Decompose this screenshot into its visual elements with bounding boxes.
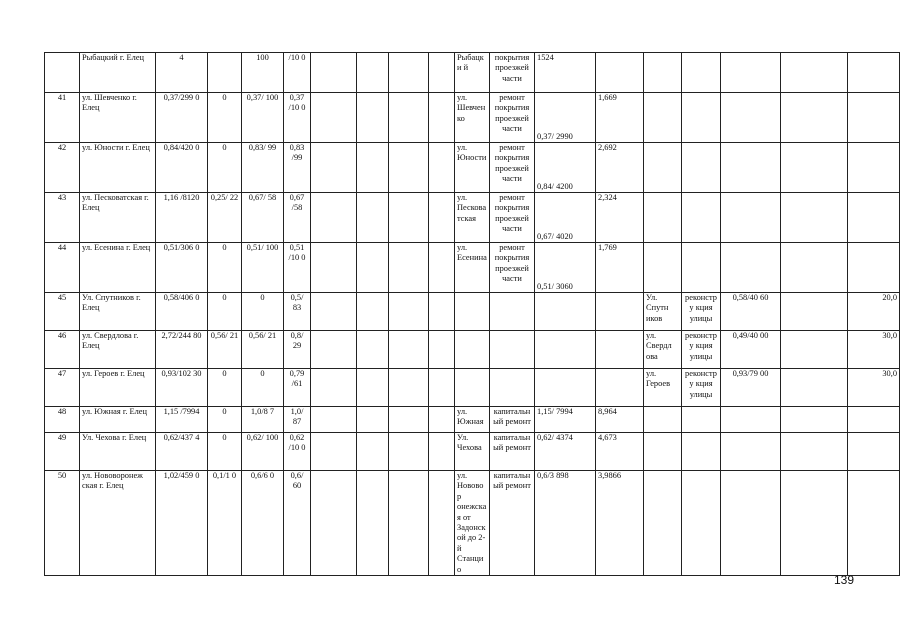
empty-cell [311,433,357,471]
empty-cell [389,93,429,143]
empty-cell [311,143,357,193]
reconstruction-cost [848,53,900,93]
work-cost: 4,673 [596,433,644,471]
empty-cell [357,93,389,143]
length-area: 0,84/420 0 [156,143,208,193]
street-name: ул. Песковатская г. Елец [80,193,156,243]
object-name: Рыбацки й [455,53,490,93]
value-cell: 0,51 /10 0 [284,243,311,293]
street-name: Ул. Спутников г. Елец [80,293,156,331]
value-cell: 0 [208,93,242,143]
street-name: ул. Героев г. Елец [80,369,156,407]
table-row [45,143,900,193]
reconstruction-street: ул. Свердл ова [644,331,682,369]
value-cell: 0 [208,369,242,407]
table-row [45,369,900,407]
object-name: ул. Южная [455,407,490,433]
reconstruction-volume [721,93,781,143]
empty-cell [389,53,429,93]
value-cell: 0,56/ 21 [242,331,284,369]
table-row [45,53,900,93]
object-name: ул. Есенина [455,243,490,293]
reconstruction-type [682,93,721,143]
work-volume: 0,37/ 2990 [535,93,596,143]
empty-cell [781,369,848,407]
empty-cell [357,433,389,471]
empty-cell [781,243,848,293]
reconstruction-cost: 30,0 [848,369,900,407]
reconstruction-cost: 30,0 [848,331,900,369]
reconstruction-volume: 0,58/40 60 [721,293,781,331]
empty-cell [429,53,455,93]
reconstruction-street: Ул. Спутн иков [644,293,682,331]
row-number: 47 [45,369,80,407]
row-number: 42 [45,143,80,193]
object-name: ул. Пескова тская [455,193,490,243]
value-cell: 0 [242,293,284,331]
value-cell: 1,0/ 87 [284,407,311,433]
table-row [45,93,900,143]
work-volume: 0,84/ 4200 [535,143,596,193]
street-name: ул. Юности г. Елец [80,143,156,193]
row-number: 48 [45,407,80,433]
value-cell: 0 [208,407,242,433]
work-type: капитальн ый ремонт [490,407,535,433]
empty-cell [429,369,455,407]
reconstruction-volume [721,407,781,433]
work-type: ремонт покрытия проезжей части [490,143,535,193]
reconstruction-type [682,471,721,576]
work-volume [535,331,596,369]
page-number: 139 [834,573,855,587]
value-cell: 0,67 /58 [284,193,311,243]
empty-cell [311,193,357,243]
reconstruction-volume [721,243,781,293]
street-name: ул. Свердлова г. Елец [80,331,156,369]
reconstruction-volume [721,433,781,471]
value-cell: 0,25/ 22 [208,193,242,243]
empty-cell [781,143,848,193]
reconstruction-type [682,53,721,93]
reconstruction-cost [848,143,900,193]
object-name: ул. Юности [455,143,490,193]
length-area: 0,93/102 30 [156,369,208,407]
length-area: 1,02/459 0 [156,471,208,576]
work-volume: 1,15/ 7994 [535,407,596,433]
reconstruction-street [644,471,682,576]
length-area: 1,16 /8120 [156,193,208,243]
empty-cell [389,293,429,331]
value-cell: /10 0 [284,53,311,93]
reconstruction-street [644,143,682,193]
value-cell: 0 [208,243,242,293]
value-cell: 0,37 /10 0 [284,93,311,143]
table-row [45,331,900,369]
empty-cell [429,331,455,369]
length-area: 2,72/244 80 [156,331,208,369]
street-name: Ул. Чехова г. Елец [80,433,156,471]
street-name: ул. Есенина г. Елец [80,243,156,293]
value-cell: 0,83/ 99 [242,143,284,193]
empty-cell [357,143,389,193]
empty-cell [357,407,389,433]
reconstruction-volume [721,471,781,576]
length-area: 0,58/406 0 [156,293,208,331]
table-row [45,293,900,331]
table-row [45,243,900,293]
empty-cell [389,143,429,193]
reconstruction-type [682,243,721,293]
empty-cell [781,433,848,471]
empty-cell [429,471,455,576]
object-name: ул. Новово р онежска я от Задонск ой до 2- й Станцио [455,471,490,576]
value-cell: 0 [208,143,242,193]
reconstruction-cost [848,243,900,293]
empty-cell [311,53,357,93]
reconstruction-cost [848,193,900,243]
length-area: 0,51/306 0 [156,243,208,293]
work-type: капитальн ый ремонт [490,433,535,471]
road-works-table [44,52,900,576]
reconstruction-volume [721,143,781,193]
reconstruction-street: ул. Героев [644,369,682,407]
work-type [490,293,535,331]
empty-cell [781,93,848,143]
object-name: Ул. Чехова [455,433,490,471]
value-cell: 0,79 /61 [284,369,311,407]
empty-cell [357,193,389,243]
reconstruction-volume: 0,49/40 00 [721,331,781,369]
object-name [455,369,490,407]
work-volume: 0,62/ 4374 [535,433,596,471]
reconstruction-street [644,433,682,471]
work-cost: 1,669 [596,93,644,143]
length-area: 4 [156,53,208,93]
empty-cell [781,471,848,576]
reconstruction-street [644,407,682,433]
object-name [455,293,490,331]
value-cell: 0 [208,293,242,331]
reconstruction-volume: 0,93/79 00 [721,369,781,407]
work-type [490,369,535,407]
value-cell: 0,51/ 100 [242,243,284,293]
value-cell: 0,56/ 21 [208,331,242,369]
empty-cell [389,471,429,576]
empty-cell [311,407,357,433]
empty-cell [781,53,848,93]
empty-cell [429,93,455,143]
work-volume: 0,6/3 898 [535,471,596,576]
object-name [455,331,490,369]
value-cell: 0,62 /10 0 [284,433,311,471]
empty-cell [311,243,357,293]
empty-cell [357,293,389,331]
length-area: 0,37/299 0 [156,93,208,143]
work-cost [596,293,644,331]
reconstruction-type [682,193,721,243]
reconstruction-cost [848,433,900,471]
empty-cell [357,331,389,369]
object-name: ул. Шевчен ко [455,93,490,143]
empty-cell [429,243,455,293]
row-number: 43 [45,193,80,243]
table-row [45,433,900,471]
row-number: 44 [45,243,80,293]
reconstruction-cost: 20,0 [848,293,900,331]
reconstruction-type: реконстру кция улицы [682,293,721,331]
empty-cell [429,293,455,331]
work-cost: 2,692 [596,143,644,193]
value-cell [208,53,242,93]
empty-cell [357,369,389,407]
work-volume: 1524 [535,53,596,93]
table-row [45,407,900,433]
street-name: Рыбацкий г. Елец [80,53,156,93]
value-cell: 0,83 /99 [284,143,311,193]
empty-cell [781,407,848,433]
reconstruction-street [644,53,682,93]
work-volume [535,369,596,407]
reconstruction-street [644,93,682,143]
empty-cell [389,369,429,407]
reconstruction-volume [721,53,781,93]
value-cell: 0 [208,433,242,471]
work-cost [596,369,644,407]
value-cell: 1,0/8 7 [242,407,284,433]
row-number: 49 [45,433,80,471]
work-type [490,331,535,369]
street-name: ул. Южная г. Елец [80,407,156,433]
empty-cell [389,407,429,433]
row-number: 41 [45,93,80,143]
value-cell: 0,6/6 0 [242,471,284,576]
reconstruction-volume [721,193,781,243]
work-cost: 2,324 [596,193,644,243]
street-name: ул. Нововоронеж ская г. Елец [80,471,156,576]
empty-cell [781,193,848,243]
value-cell: 0,5/ 83 [284,293,311,331]
work-type: покрытия проезжей части [490,53,535,93]
empty-cell [389,433,429,471]
reconstruction-cost [848,93,900,143]
empty-cell [357,243,389,293]
row-number: 45 [45,293,80,331]
value-cell: 0,6/ 60 [284,471,311,576]
empty-cell [357,471,389,576]
value-cell: 0 [242,369,284,407]
empty-cell [389,193,429,243]
value-cell: 0,37/ 100 [242,93,284,143]
empty-cell [429,143,455,193]
row-number [45,53,80,93]
value-cell: 0,62/ 100 [242,433,284,471]
empty-cell [781,331,848,369]
reconstruction-type [682,143,721,193]
table-row [45,471,900,576]
work-type: ремонт покрытия проезжей части [490,243,535,293]
empty-cell [311,93,357,143]
length-area: 0,62/437 4 [156,433,208,471]
work-volume: 0,67/ 4020 [535,193,596,243]
reconstruction-type: реконстру кция улицы [682,331,721,369]
work-cost: 3,9866 [596,471,644,576]
street-name: ул. Шевченко г. Елец [80,93,156,143]
value-cell: 0,67/ 58 [242,193,284,243]
empty-cell [429,433,455,471]
empty-cell [389,243,429,293]
empty-cell [357,53,389,93]
reconstruction-type [682,433,721,471]
empty-cell [429,407,455,433]
work-cost [596,53,644,93]
row-number: 46 [45,331,80,369]
empty-cell [311,293,357,331]
empty-cell [311,331,357,369]
work-volume: 0,51/ 3060 [535,243,596,293]
empty-cell [429,193,455,243]
work-cost: 1,769 [596,243,644,293]
reconstruction-street [644,243,682,293]
empty-cell [781,293,848,331]
work-type: капитальн ый ремонт [490,471,535,576]
reconstruction-cost [848,471,900,576]
value-cell: 0,1/1 0 [208,471,242,576]
reconstruction-type: реконстру кция улицы [682,369,721,407]
reconstruction-cost [848,407,900,433]
work-volume [535,293,596,331]
reconstruction-type [682,407,721,433]
work-type: ремонт покрытия проезжей части [490,93,535,143]
reconstruction-street [644,193,682,243]
empty-cell [389,331,429,369]
empty-cell [311,369,357,407]
value-cell: 0,8/ 29 [284,331,311,369]
value-cell: 100 [242,53,284,93]
row-number: 50 [45,471,80,576]
work-cost: 8,964 [596,407,644,433]
length-area: 1,15 /7994 [156,407,208,433]
empty-cell [311,471,357,576]
work-cost [596,331,644,369]
table-row [45,193,900,243]
work-type: ремонт покрытия проезжей части [490,193,535,243]
